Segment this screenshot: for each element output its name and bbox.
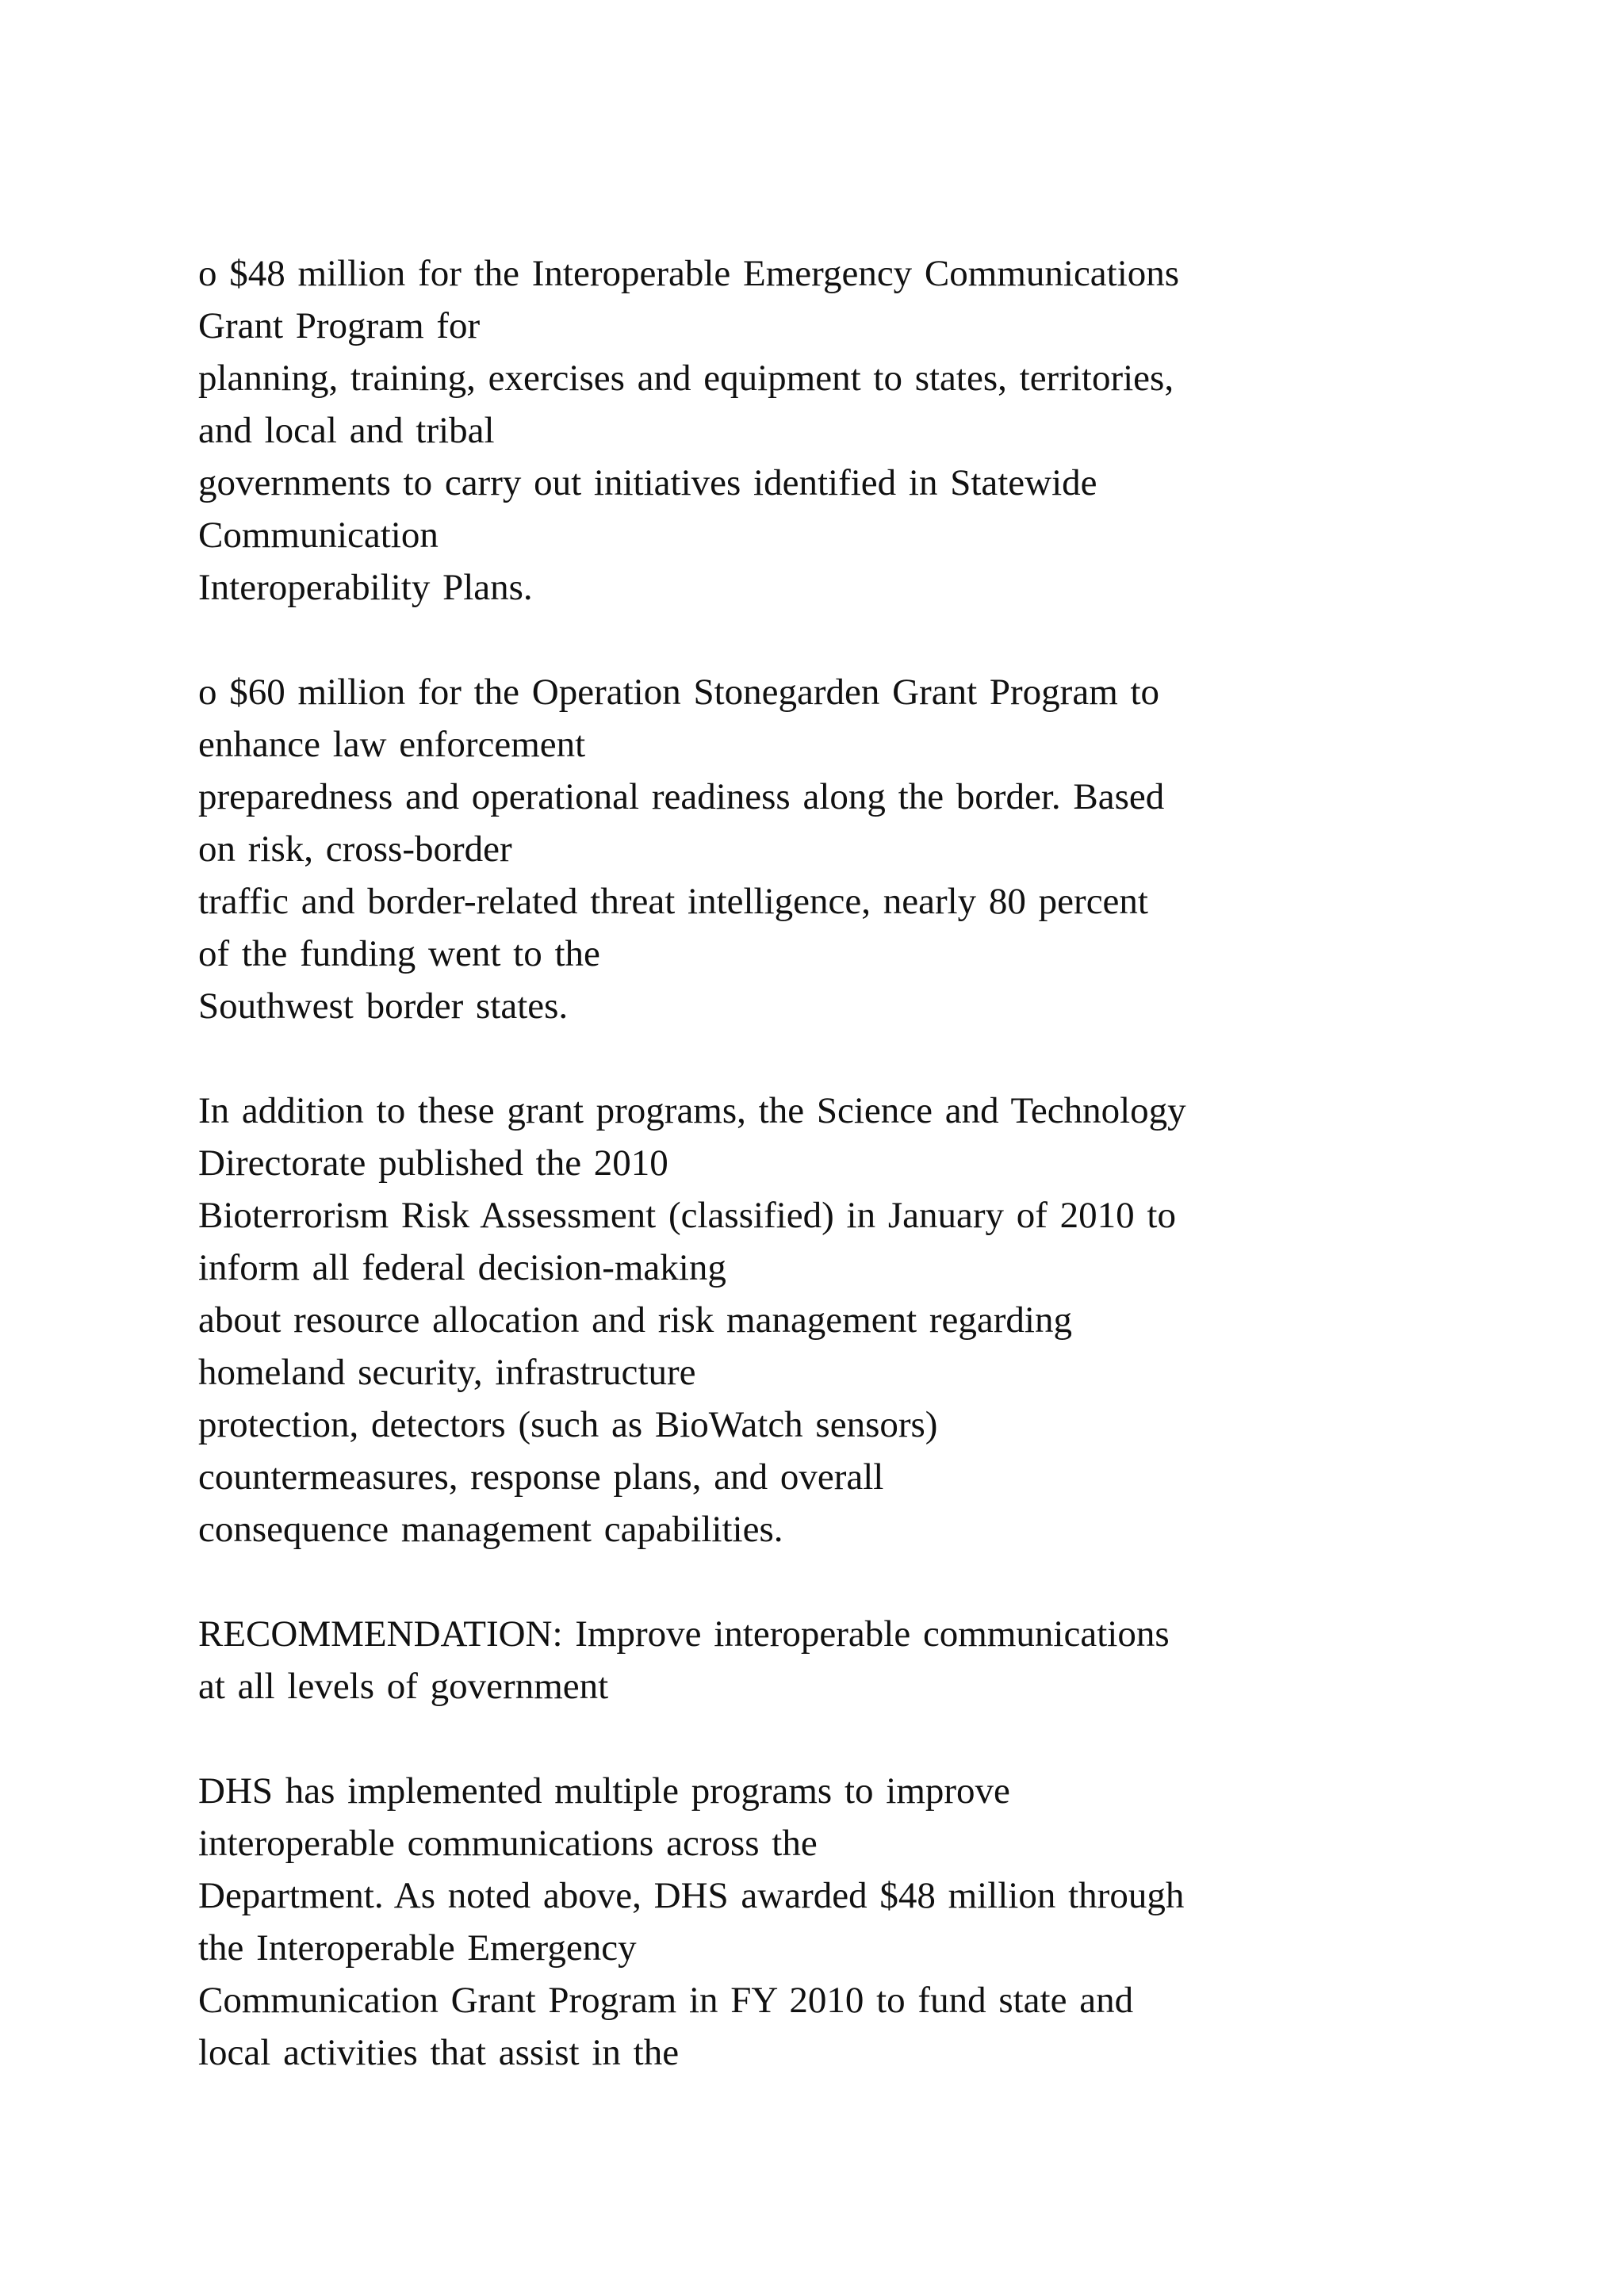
text-line: Communication Grant Program in FY 2010 to fund state and [198, 1980, 1134, 2021]
paragraph-bioterrorism-assessment [198, 1085, 1530, 1556]
text-line: protection, detectors (such as BioWatch sensors) [198, 1404, 938, 1445]
text-line: Bioterrorism Risk Assessment (classified) in January of 2010 to [198, 1195, 1176, 1236]
text-line: inform all federal decision-making [198, 1247, 726, 1288]
text-line: and local and tribal [198, 410, 495, 451]
text-line: Southwest border states. [198, 985, 569, 1027]
text-line: In addition to these grant programs, the Science and Technology [198, 1090, 1186, 1131]
text-line: on risk, cross-border [198, 828, 512, 870]
text-line: Communication [198, 515, 439, 556]
text-line: Interoperability Plans. [198, 567, 533, 608]
text-line: about resource allocation and risk management regarding [198, 1299, 1072, 1341]
text-line: Grant Program for [198, 305, 481, 346]
text-line: planning, training, exercises and equipment to states, territories, [198, 358, 1174, 399]
text-line: o $60 million for the Operation Stonegarden Grant Program to [198, 672, 1160, 713]
document-body [198, 247, 1530, 2131]
text-line: the Interoperable Emergency [198, 1927, 637, 1969]
paragraph-dhs-programs [198, 1765, 1530, 2079]
text-line: o $48 million for the Interoperable Emergency Communications [198, 253, 1180, 294]
paragraph-stonegarden [198, 666, 1530, 1032]
text-line: local activities that assist in the [198, 2032, 680, 2073]
paragraph-recommendation [198, 1608, 1530, 1712]
text-line: countermeasures, response plans, and overall [198, 1456, 884, 1498]
text-line: Department. As noted above, DHS awarded $48 million through [198, 1875, 1185, 1916]
text-line: traffic and border-related threat intelligence, nearly 80 percent [198, 881, 1148, 922]
text-line: preparedness and operational readiness along the border. Based [198, 776, 1165, 817]
text-line: enhance law enforcement [198, 724, 586, 765]
text-line: interoperable communications across the [198, 1823, 818, 1864]
text-line: consequence management capabilities. [198, 1509, 783, 1550]
text-line: Directorate published the 2010 [198, 1142, 668, 1184]
text-line: governments to carry out initiatives identified in Statewide [198, 462, 1097, 503]
text-line: of the funding went to the [198, 933, 600, 974]
paragraph-iecgp [198, 247, 1530, 614]
text-line: DHS has implemented multiple programs to improve [198, 1770, 1010, 1812]
text-line: homeland security, infrastructure [198, 1352, 696, 1393]
text-line: RECOMMENDATION: Improve interoperable communications [198, 1613, 1170, 1655]
text-line: at all levels of government [198, 1666, 609, 1707]
